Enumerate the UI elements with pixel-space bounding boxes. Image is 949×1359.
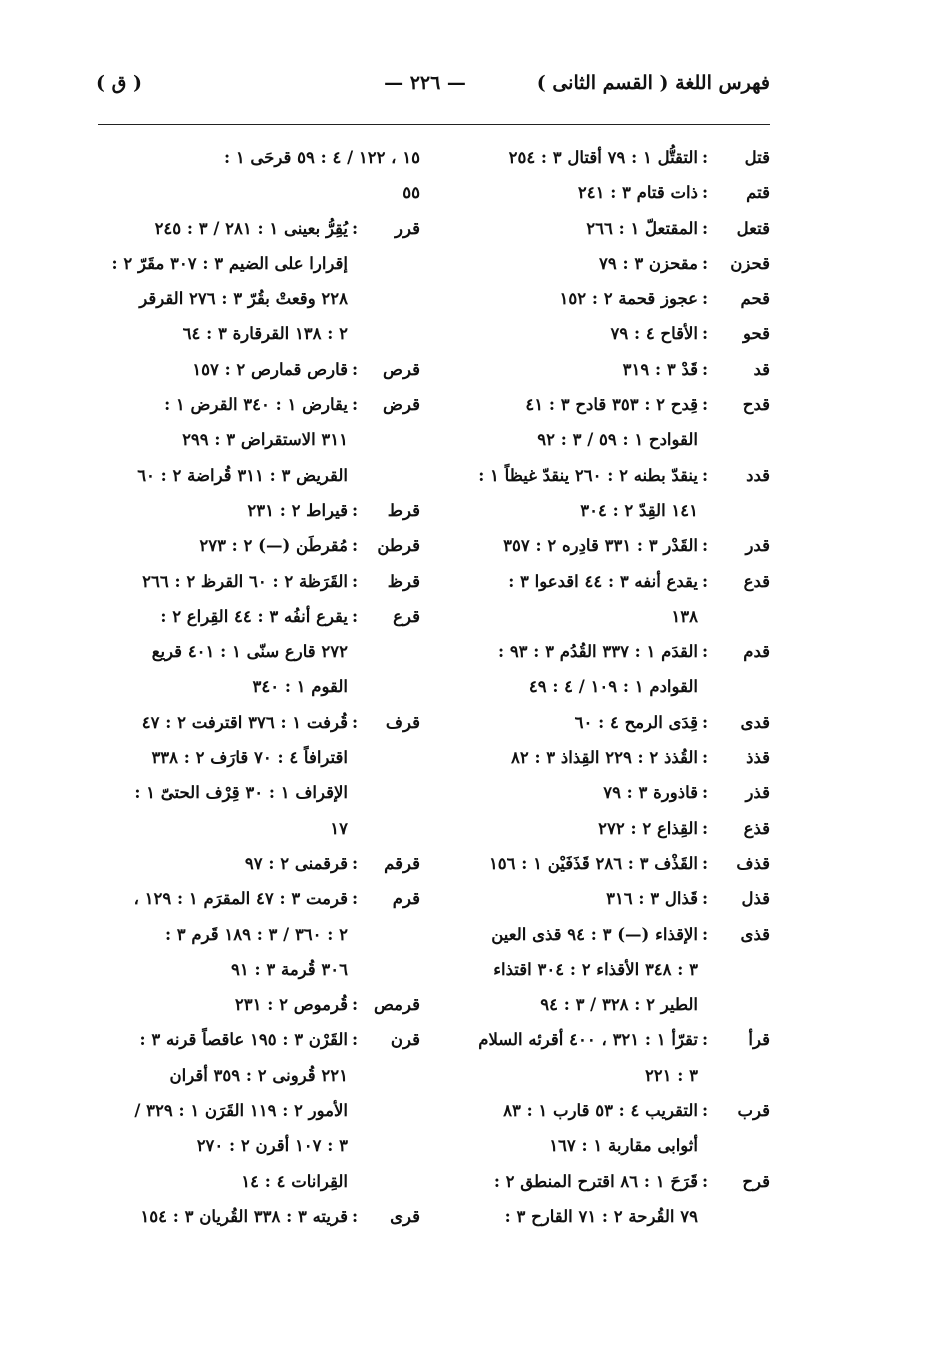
- root-headword: قرم: [392, 889, 420, 909]
- root-headword: قرى: [390, 1206, 420, 1226]
- entry-line: [100, 952, 420, 987]
- entry-line: [448, 281, 770, 316]
- root-headword: قذل: [741, 889, 770, 909]
- entry-text: ينقدّ بطنه ٢ : ٢٦٠ ينقدّ غيظاً ١ :: [478, 465, 698, 485]
- entry-text: الأمور ٢ : ١١٩ القَرَن ١ : ٣٢٩ /: [134, 1101, 348, 1121]
- entry-text: المقتعلّ ١ : ٢٦٦: [586, 218, 698, 238]
- entry-text: قارص قمارص ٢ : ١٥٧: [192, 359, 348, 379]
- entry-line: [100, 281, 420, 316]
- root-headword: قتعل: [736, 218, 770, 238]
- right-column: [448, 140, 770, 1234]
- entry-line: [100, 352, 420, 387]
- entry-line: [100, 1022, 420, 1057]
- entry-line: [448, 987, 770, 1022]
- entry-text: القدَم ١ : ٣٣٧ القُدُم ٣ : ٩٣ :: [497, 642, 698, 662]
- entry-text: قَذال ٣ : ٣١٦: [606, 889, 698, 909]
- entry-text: القوادح ١ : ٥٩ / ٣ : ٩٢: [537, 430, 698, 450]
- colon-separator: :: [701, 183, 709, 203]
- root-headword: قرب: [737, 1101, 770, 1121]
- entry-text: الأقاح ٤ : ٧٩: [610, 324, 698, 344]
- index-entry: [100, 881, 420, 987]
- entry-text: القَذْف ٣ : ٢٨٦ قَذَفَيْن ١ : ١٥٦: [488, 853, 698, 873]
- index-entry: [448, 1022, 770, 1093]
- entry-text: القوم ١ : ٣٤٠: [252, 677, 348, 697]
- colon-separator: :: [351, 1030, 359, 1050]
- entry-line: [100, 1093, 420, 1128]
- entry-text: ١٣٨: [671, 606, 698, 626]
- entry-line: [448, 422, 770, 457]
- index-entry: [448, 881, 770, 916]
- colon-separator: :: [701, 289, 709, 309]
- entry-text: ٣٠٦ قُرمة ٣ : ٩١: [231, 959, 348, 979]
- entry-line: [448, 211, 770, 246]
- entry-line: [448, 1164, 770, 1199]
- colon-separator: :: [351, 571, 359, 591]
- colon-separator: :: [701, 218, 709, 238]
- entry-line: [100, 246, 420, 281]
- root-headword: قدع: [743, 571, 770, 591]
- colon-separator: :: [351, 1206, 359, 1226]
- index-entry: [448, 140, 770, 175]
- index-entry: [100, 705, 420, 846]
- index-entry: [448, 281, 770, 316]
- root-headword: قدم: [743, 642, 770, 662]
- page-header: [90, 68, 770, 108]
- colon-separator: :: [701, 642, 709, 662]
- root-headword: قرر: [395, 218, 420, 238]
- entry-line: [448, 775, 770, 810]
- colon-separator: :: [351, 606, 359, 626]
- entry-line: [448, 599, 770, 634]
- colon-separator: :: [701, 853, 709, 873]
- entry-line: [448, 1128, 770, 1163]
- entry-text: القِرانات ٤ : ١٤: [241, 1171, 348, 1191]
- entry-line: [100, 634, 420, 669]
- entry-line: [448, 881, 770, 916]
- index-entry: [100, 1022, 420, 1198]
- index-entry: [448, 564, 770, 635]
- root-headword: قرف: [385, 712, 420, 732]
- entry-line: [100, 175, 420, 210]
- root-headword: قدى: [740, 712, 770, 732]
- index-entry: [448, 1164, 770, 1235]
- root-headword: قذف: [736, 853, 770, 873]
- root-headword: قرقم: [384, 853, 420, 873]
- colon-separator: :: [701, 1171, 709, 1191]
- entry-line: [100, 1058, 420, 1093]
- entry-line: [100, 669, 420, 704]
- entry-text: ٣ : ١٠٧ أقرن ٢ : ٢٧٠: [196, 1136, 348, 1156]
- index-entry: [448, 211, 770, 246]
- entry-text: يقدع أنفه ٣ : ٤٤ اقدعوا ٣ :: [508, 571, 698, 591]
- entry-line: [100, 1164, 420, 1199]
- root-headword: قرأ: [748, 1030, 770, 1050]
- root-headword: قدر: [745, 536, 770, 556]
- colon-separator: :: [701, 924, 709, 944]
- entry-line: [448, 1022, 770, 1057]
- index-entry: [100, 564, 420, 599]
- root-headword: قرض: [383, 395, 420, 415]
- entry-text: إقرارا على الضيم ٣ : ٣٠٧ مقَرّ ٢ :: [111, 253, 348, 273]
- index-entry: [448, 634, 770, 705]
- index-entry: [448, 246, 770, 281]
- root-headword: قرمص: [373, 995, 420, 1015]
- colon-separator: :: [351, 712, 359, 732]
- colon-separator: :: [351, 889, 359, 909]
- entry-text: قِدح ٢ : ٣٥٣ قادح ٣ : ٤١: [525, 395, 698, 415]
- entry-text: ٣ : ٣٤٨ الأقذاء ٢ : ٣٠٤ اقتذاء: [493, 959, 698, 979]
- index-entry: [448, 705, 770, 740]
- entry-text: ٧٩ القُرحة ٢ : ٧١ القارح ٣ :: [504, 1206, 698, 1226]
- root-headword: قرط: [387, 500, 420, 520]
- entry-line: [100, 987, 420, 1022]
- entry-text: القريض ٣ : ٣١١ قُراضة ٢ : ٦٠: [137, 465, 348, 485]
- root-headword: قحم: [740, 289, 770, 309]
- root-headword: قد: [753, 359, 770, 379]
- index-entry: [100, 352, 420, 387]
- entry-text: قَدْ ٣ : ٣١٩: [622, 359, 698, 379]
- entry-line: [448, 669, 770, 704]
- entry-text: ١٧: [330, 818, 348, 838]
- entry-line: [100, 1128, 420, 1163]
- entry-text: القَدْر ٣ : ٣٣١ قادِره ٢ : ٣٥٧: [503, 536, 698, 556]
- colon-separator: :: [351, 359, 359, 379]
- entry-line: [448, 634, 770, 669]
- entry-text: قُرموص ٢ : ٢٣١: [234, 995, 348, 1015]
- entry-text: مُقرطَن (—) ٢ : ٢٧٣: [199, 536, 348, 556]
- index-entry: [100, 528, 420, 563]
- root-headword: قتم: [746, 183, 770, 203]
- entry-line: [448, 528, 770, 563]
- entry-text: قَرَحَ ١ : ٨٦ اقترح المنطق ٢ :: [493, 1171, 698, 1191]
- root-headword: قرص: [383, 359, 420, 379]
- entry-text: مقحزن ٣ : ٧٩: [598, 253, 698, 273]
- root-headword: قذر: [745, 783, 770, 803]
- entry-line: [100, 705, 420, 740]
- root-headword: قحو: [742, 324, 770, 344]
- entry-line: [100, 422, 420, 457]
- colon-separator: :: [701, 712, 709, 732]
- entry-text: يقارض ١ : ٣٤٠ القرض ١ :: [164, 395, 348, 415]
- entry-text: القُذذ ٢ : ٢٢٩ القِذاذ ٣ : ٨٢: [510, 748, 698, 768]
- index-entry: [100, 846, 420, 881]
- entry-text: ٣ : ٢٢١: [644, 1065, 698, 1085]
- colon-separator: :: [351, 995, 359, 1015]
- index-entry: [100, 1199, 420, 1234]
- entry-text: قِدَى الرمح ٤ : ٦٠: [574, 712, 698, 732]
- page-number: — ٢٢٦ —: [384, 72, 466, 94]
- colon-separator: :: [701, 465, 709, 485]
- entry-text: ٢٢١ قُرونى ٢ : ٣٥٩ أقران: [169, 1065, 348, 1085]
- colon-separator: :: [701, 889, 709, 909]
- colon-separator: :: [701, 748, 709, 768]
- entry-line: [448, 1199, 770, 1234]
- entry-text: ٢٢٨ وقعتْ بقُرّ ٣ : ٢٧٦ القرقر: [139, 289, 348, 309]
- root-headword: قدح: [742, 395, 770, 415]
- entry-line: [100, 140, 420, 175]
- colon-separator: :: [701, 536, 709, 556]
- entry-text: ٥٥: [402, 183, 420, 203]
- entry-line: [100, 387, 420, 422]
- colon-separator: :: [701, 148, 709, 167]
- entry-line: [448, 246, 770, 281]
- entry-text: قاذورة ٣ : ٧٩: [603, 783, 698, 803]
- entry-text: عجوز قحمة ٢ : ١٥٢: [559, 289, 698, 309]
- header-rule: [98, 124, 770, 125]
- root-headword: قدد: [746, 465, 770, 485]
- left-column: [100, 140, 420, 1234]
- colon-separator: :: [701, 818, 709, 838]
- colon-separator: :: [351, 395, 359, 415]
- entry-line: [100, 811, 420, 846]
- entry-text: ٣١١ الاستقراض ٣ : ٢٩٩: [182, 430, 348, 450]
- index-entry: [448, 811, 770, 846]
- entry-text: الطير ٢ : ٣٢٨ / ٣ : ٩٤: [540, 995, 698, 1015]
- entry-text: الإقراف ١ : ٣٠ قِرْف الحتىّ ١ :: [134, 783, 348, 803]
- entry-line: [448, 458, 770, 493]
- entry-line: [100, 211, 420, 246]
- entry-line: [100, 458, 420, 493]
- index-title: فهرس اللغة ( القسم الثانى ): [536, 72, 770, 94]
- entry-line: [100, 528, 420, 563]
- entry-line: [448, 952, 770, 987]
- root-headword: قحزن: [730, 253, 770, 273]
- entry-text: التقريب ٤ : ٥٣ قارب ١ : ٨٣: [503, 1101, 698, 1121]
- colon-separator: :: [701, 359, 709, 379]
- root-headword: قرن: [390, 1030, 420, 1050]
- entry-line: [448, 740, 770, 775]
- index-entry: [100, 599, 420, 705]
- index-entry: [448, 846, 770, 881]
- entry-text: يقرع أنفُه ٣ : ٤٤ القِراع ٢ :: [160, 606, 348, 626]
- entry-text: ذات قتام ٣ : ٢٤١: [577, 183, 698, 203]
- entry-text: اقترافاً ٤ : ٧٠ قارَف ٢ : ٣٣٨: [151, 748, 348, 768]
- index-entry: [448, 352, 770, 387]
- entry-line: [448, 811, 770, 846]
- entry-line: [100, 493, 420, 528]
- index-entry: [448, 1093, 770, 1164]
- colon-separator: :: [701, 783, 709, 803]
- index-entry: [100, 211, 420, 352]
- entry-text: قُرفت ١ : ٣٧٦ اقترفت ٢ : ٤٧: [141, 712, 348, 732]
- entry-text: الإقذاء (—) ٣ : ٩٤ قذى العين: [491, 924, 698, 944]
- entry-text: قرمت ٣ : ٤٧ المقرَم ١ : ١٢٩ ،: [133, 889, 348, 909]
- index-entry: [448, 458, 770, 529]
- colon-separator: :: [701, 395, 709, 415]
- index-entry: [448, 528, 770, 563]
- index-entry: [448, 175, 770, 210]
- entry-line: [100, 316, 420, 351]
- entry-line: [448, 917, 770, 952]
- entry-line: [448, 140, 770, 175]
- entry-line: [448, 387, 770, 422]
- index-entry: [448, 316, 770, 351]
- colon-separator: :: [701, 1101, 709, 1121]
- entry-line: [100, 1199, 420, 1234]
- entry-line: [448, 175, 770, 210]
- entry-text: ٢ : ١٣٨ القرقارة ٣ : ٦٤: [182, 324, 348, 344]
- colon-separator: :: [351, 853, 359, 873]
- entry-text: ١٥ ، ١٢٢ / ٤ : ٥٩ قرحَى ١ :: [223, 148, 420, 167]
- entry-line: [100, 740, 420, 775]
- entry-line: [100, 775, 420, 810]
- colon-separator: :: [351, 500, 359, 520]
- entry-text: القَرْن ٣ : ١٩٥ عاقصاً قرنه ٣ :: [139, 1030, 348, 1050]
- entry-text: قرقمنى ٢ : ٩٧: [244, 853, 348, 873]
- entry-line: [448, 846, 770, 881]
- entry-text: القوادم ١ : ١٠٩ / ٤ : ٤٩: [528, 677, 698, 697]
- root-headword: قرح: [742, 1171, 770, 1191]
- colon-separator: :: [701, 253, 709, 273]
- entry-text: يُقِرُّ بعينى ١ : ٢٨١ / ٣ : ٢٤٥: [154, 218, 348, 238]
- entry-text: قيراط ٢ : ٢٣١: [247, 500, 348, 520]
- index-entry: [448, 917, 770, 1023]
- entry-text: ٢٧٢ قارع سنّى ١ : ٤٠١ قريع: [151, 642, 348, 662]
- root-headword: قذع: [743, 818, 770, 838]
- index-entry: [448, 387, 770, 458]
- root-headword: قرطن: [377, 536, 420, 556]
- entry-line: [100, 881, 420, 916]
- colon-separator: :: [351, 536, 359, 556]
- entry-line: [448, 316, 770, 351]
- entry-line: [448, 1058, 770, 1093]
- entry-line: [100, 917, 420, 952]
- entry-line: [448, 352, 770, 387]
- entry-text: ١٤١ القِدّ ٢ : ٣٠٤: [580, 500, 698, 520]
- root-headword: قذى: [740, 924, 770, 944]
- entry-text: تقرّأ ١ : ٣٢١ ، ٤٠٠ أقرئه السلام: [478, 1030, 698, 1050]
- entry-text: أثوابى مقاربة ١ : ١٦٧: [549, 1136, 698, 1156]
- entry-line: [448, 1093, 770, 1128]
- colon-separator: :: [351, 218, 359, 238]
- entry-line: [100, 846, 420, 881]
- index-entry: [100, 493, 420, 528]
- entry-line: [448, 493, 770, 528]
- colon-separator: :: [701, 1030, 709, 1050]
- entry-text: القِذاع ٢ : ٢٧٢: [598, 818, 698, 838]
- index-entry: [448, 740, 770, 775]
- entry-line: [100, 564, 420, 599]
- root-headword: قتل: [744, 148, 770, 167]
- section-letter: ( ق ): [96, 72, 142, 94]
- entry-line: [448, 564, 770, 599]
- entry-text: قريته ٣ : ٣٣٨ القُريان ٣ : ١٥٤: [140, 1206, 348, 1226]
- index-entry: [448, 775, 770, 810]
- entry-text: ٢ : ٣٦٠ / ٣ : ١٨٩ قَرم ٣ :: [164, 924, 348, 944]
- colon-separator: :: [701, 324, 709, 344]
- index-entry: [100, 387, 420, 493]
- root-headword: قذذ: [746, 748, 770, 768]
- entry-text: التقتُّل ١ : ٧٩ أقتال ٣ : ٢٥٤: [508, 148, 698, 167]
- index-entry: [100, 140, 420, 211]
- entry-text: القَرَظة ٢ : ٦٠ القرظ ٢ : ٢٦٦: [142, 571, 348, 591]
- entry-line: [100, 599, 420, 634]
- index-entry: [100, 987, 420, 1022]
- colon-separator: :: [701, 571, 709, 591]
- root-headword: قرظ: [387, 571, 420, 591]
- root-headword: قرع: [393, 606, 420, 626]
- entry-line: [448, 705, 770, 740]
